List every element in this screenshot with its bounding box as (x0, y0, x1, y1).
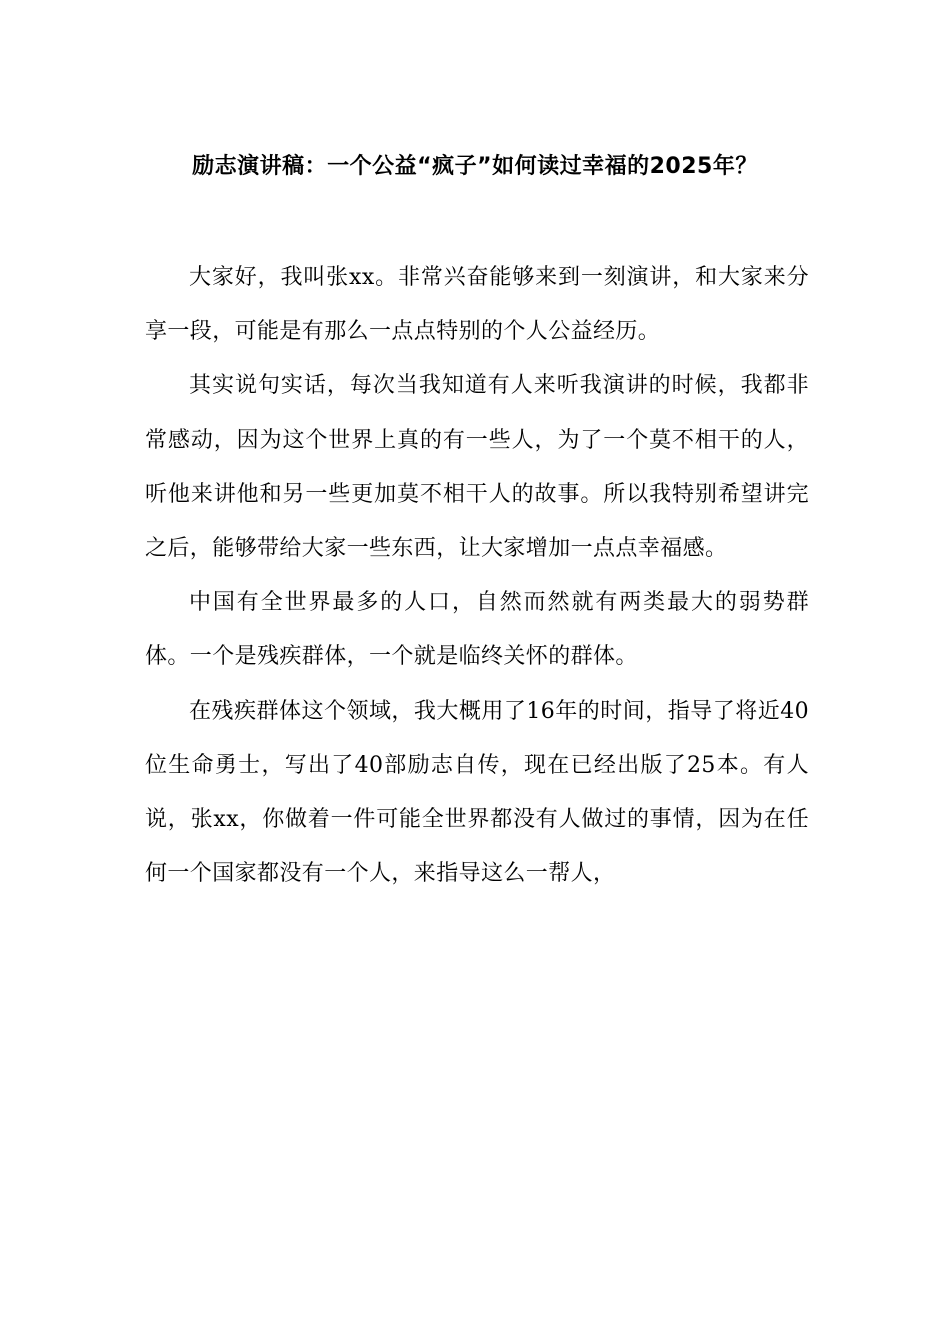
paragraph-1: 大家好，我叫张xx。非常兴奋能够来到一刻演讲，和大家来分享一段，可能是有那么一点点特别的个人公益经历。 (145, 265, 809, 345)
document-body (145, 251, 809, 901)
paragraph-2: 其实说句实话，每次当我知道有人来听我演讲的时候，我都非常感动，因为这个世界上真的有一些人，为了一个莫不相干的人，听他来讲他和另一些更加莫不相干人的故事。所以我特别希望讲完之后，能够带给大家一些东西，让大家增加一点点幸福感。 (145, 373, 809, 562)
paragraph-4: 在残疾群体这个领域，我大概用了16年的时间，指导了将近40位生命勇士，写出了40部励志自传，现在已经出版了25本。有人说，张xx，你做着一件可能全世界都没有人做过的事情，因为在任何一个国家都没有一个人，来指导这么一帮人， (145, 698, 809, 887)
paragraph-3: 中国有全世界最多的人口，自然而然就有两类最大的弱势群体。一个是残疾群体，一个就是临终关怀的群体。 (145, 590, 809, 670)
document-title: 励志演讲稿：一个公益“疯子”如何读过幸福的2025年？ (192, 153, 758, 179)
